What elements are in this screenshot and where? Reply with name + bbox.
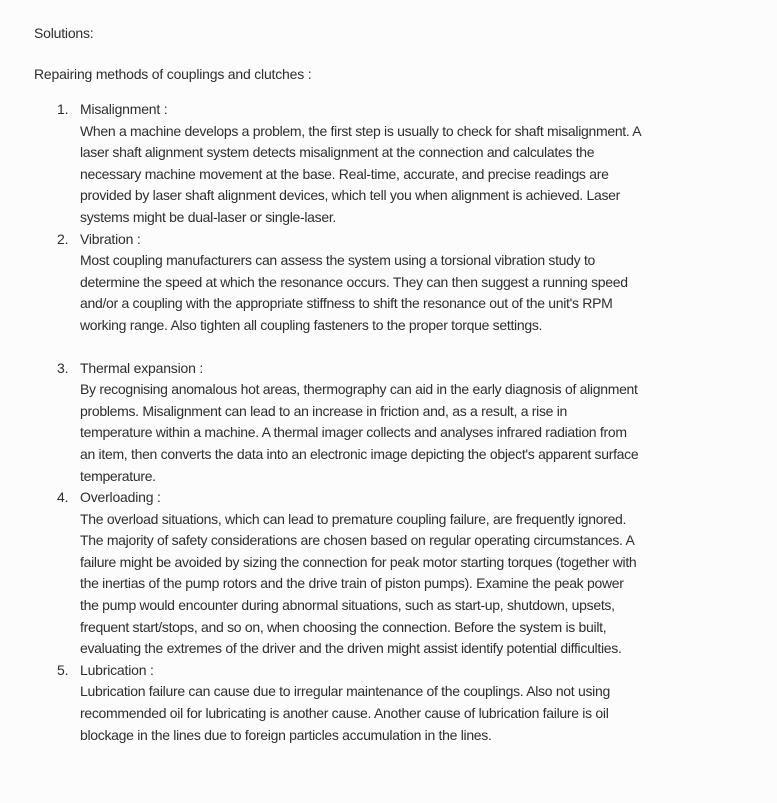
list-item-thermal-expansion: [57, 358, 737, 488]
list-item-body: The overload situations, which can lead to premature coupling failure, are frequently ignored. The majority of safety considerations are chosen based on regular operating circumstances. A failure might be avoided by sizing the connection for peak motor starting torques (together with the inertias of the pump rotors and the drive train of piston pumps). Examine the peak power the pump would encounter during abnormal situations, such as start-up, shutdown, upsets, frequent start/stops, and so on, when choosing the connection. Before the system is built, evaluating the extremes of the driver and the driven might assist identify potential difficulties.: [80, 510, 637, 657]
list-item-number: 5.: [57, 661, 69, 678]
page-title: Solutions:: [34, 25, 94, 41]
list-item-body: By recognising anomalous hot areas, thermography can aid in the early diagnosis of alignment problems. Misalignment can lead to an increase in friction and, as a result, a rise in temperature within a machine. A thermal imager collects and analyses infrared radiation from an item, then converts the data into an electronic image depicting the object's apparent surface temperature.: [80, 381, 639, 484]
section-subtitle: Repairing methods of couplings and clutches :: [34, 66, 312, 82]
list-item-overloading: [57, 487, 737, 660]
list-item-misalignment: [57, 99, 737, 229]
list-item-vibration: [57, 229, 737, 337]
list-item-title: Thermal expansion :: [80, 359, 204, 376]
list-item-body: Most coupling manufacturers can assess the system using a torsional vibration study to determine the speed at which the resonance occurs. They can then suggest a running speed and/or a coupling with the appropriate stiffness to shift the resonance out of the unit's RPM working range. Also tighten all coupling fasteners to the proper torque settings.: [80, 252, 628, 333]
list-item-number: 2.: [57, 230, 69, 247]
list-item-title: Vibration :: [80, 230, 141, 247]
list-item-body: Lubrication failure can cause due to irregular maintenance of the couplings. Also not using recommended oil for lubricating is another cause. Another cause of lubrication failure is oil blockage in the lines due to foreign particles accumulation in the lines.: [80, 683, 610, 743]
list-item-number: 3.: [57, 359, 69, 376]
list-item-title: Lubrication :: [80, 661, 154, 678]
list-item-title: Overloading :: [80, 489, 161, 506]
numbered-list: [34, 99, 737, 746]
list-item-body: When a machine develops a problem, the first step is usually to check for shaft misalignment. A laser shaft alignment system detects misalignment at the connection and calculates the necessary machine movement at the base. Real-time, accurate, and precise readings are provided by laser shaft alignment devices, which tell you when alignment is achieved. Laser systems might be dual-laser or single-laser.: [80, 122, 641, 225]
list-item-title: Misalignment :: [80, 101, 168, 117]
list-item-number: 4.: [57, 489, 69, 506]
list-item-lubrication: [57, 660, 737, 746]
list-item-number: 1.: [57, 101, 69, 117]
